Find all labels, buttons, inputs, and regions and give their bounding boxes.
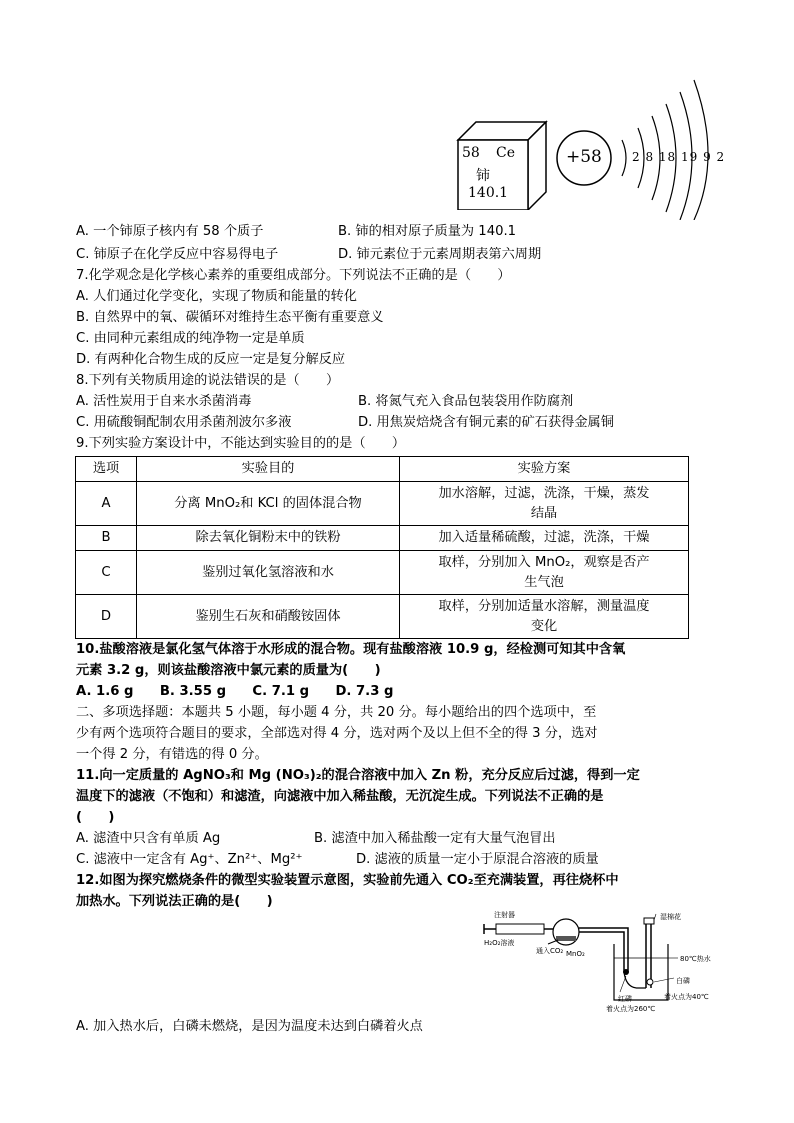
row-option: B xyxy=(76,526,137,551)
header-goal: 实验目的 xyxy=(137,457,400,482)
q12-option-a: A. 加入热水后，白磷未燃烧，是因为温度未达到白磷着火点 xyxy=(76,1019,423,1034)
element-number: 58 xyxy=(462,145,480,161)
q11-option-c: C. 滤液中一定含有 Ag⁺、Zn²⁺、Mg²⁺ xyxy=(76,852,303,867)
row-option: A xyxy=(76,482,137,526)
q6-option-d: D. 铈元素位于元素周期表第六周期 xyxy=(338,247,542,262)
row-option: C xyxy=(76,551,137,595)
row-plan xyxy=(400,482,689,526)
q10-options: A. 1.6 g B. 3.55 g C. 7.1 g D. 7.3 g xyxy=(76,684,394,699)
q8-option-a: A. 活性炭用于自来水杀菌消毒 xyxy=(76,394,252,409)
q7-option-a: A. 人们通过化学变化，实现了物质和能量的转化 xyxy=(76,289,357,304)
element-name: 铈 xyxy=(476,168,490,184)
q6-option-c: C. 铈原子在化学反应中容易得电子 xyxy=(76,247,279,262)
table-row xyxy=(76,526,689,551)
row-plan-line2: 结晶 xyxy=(530,505,558,521)
row-plan xyxy=(400,526,689,551)
table-header-row xyxy=(76,457,689,482)
q8-option-c: C. 用硫酸铜配制农用杀菌剂波尔多液 xyxy=(76,415,292,430)
q10-line1: 10.盐酸溶液是氯化氢气体溶于水形成的混合物。现有盐酸溶液 10.9 g，经检测可知其中含氧 xyxy=(76,642,626,657)
label-red-phosphorus-ignition: 着火点为260℃ xyxy=(606,1005,656,1013)
q11-option-b: B. 滤渣中加入稀盐酸一定有大量气泡冒出 xyxy=(314,831,556,846)
element-symbol: Ce xyxy=(496,145,515,161)
row-plan xyxy=(400,595,689,639)
q11-option-a: A. 滤渣中只含有单质 Ag xyxy=(76,831,221,846)
q7-option-c: C. 由同种元素组成的纯净物一定是单质 xyxy=(76,331,305,346)
q6-option-b: B. 铈的相对原子质量为 140.1 xyxy=(338,224,517,239)
q9-table xyxy=(75,456,689,639)
label-co2-inlet: 通入CO₂ xyxy=(536,947,564,955)
q10-line2: 元素 3.2 g，则该盐酸溶液中氯元素的质量为( ) xyxy=(76,663,381,678)
label-white-phosphorus-ignition: 着火点为40℃ xyxy=(664,993,709,1001)
q8-stem: 8.下列有关物质用途的说法错误的是（ ） xyxy=(76,373,340,388)
q9-stem: 9.下列实验方案设计中，不能达到实验目的的是（ ） xyxy=(76,436,406,451)
section2-line1: 二、多项选择题：本题共 5 小题，每小题 4 分，共 20 分。每小题给出的四个选项中，至 xyxy=(76,705,597,720)
q7-option-b: B. 自然界中的氧、碳循环对维持生态平衡有重要意义 xyxy=(76,310,384,325)
table-row xyxy=(76,551,689,595)
label-mno2: MnO₂ xyxy=(566,950,585,958)
q11-option-d: D. 滤液的质量一定小于原混合溶液的质量 xyxy=(356,852,599,867)
row-goal: 分离 MnO₂和 KCl 的固体混合物 xyxy=(137,482,400,526)
q7-stem: 7.化学观念是化学核心素养的重要组成部分。下列说法不正确的是（ ） xyxy=(76,268,511,283)
label-hot-water: 80℃热水 xyxy=(680,955,711,963)
table-row xyxy=(76,595,689,639)
electron-shells: 2 8 18 19 9 2 xyxy=(632,150,726,164)
section2-line3: 一个得 2 分，有错选的得 0 分。 xyxy=(76,747,268,762)
label-wet-cotton: 湿棉花 xyxy=(660,913,681,921)
row-goal: 鉴别生石灰和硝酸铵固体 xyxy=(137,595,400,639)
q11-line1: 11.向一定质量的 AgNO₃和 Mg (NO₃)₂的混合溶液中加入 Zn 粉，充分反应后过滤，得到一定 xyxy=(76,768,640,783)
header-plan: 实验方案 xyxy=(400,457,689,482)
q8-option-d: D. 用焦炭焙烧含有铜元素的矿石获得金属铜 xyxy=(358,415,614,430)
row-plan-line1: 加入适量稀硫酸，过滤，洗涤，干燥 xyxy=(438,530,650,545)
label-syringe: 注射器 xyxy=(494,911,515,919)
row-plan-line1: 加水溶解，过滤，洗涤，干燥，蒸发 xyxy=(438,485,650,501)
label-white-phosphorus: 白磷 xyxy=(676,977,690,985)
nucleus-charge: +58 xyxy=(566,147,602,167)
q8-option-b: B. 将氮气充入食品包装袋用作防腐剂 xyxy=(358,394,574,409)
q12-line1: 12.如图为探究燃烧条件的微型实验装置示意图，实验前先通入 CO₂至充满装置，再往烧杯中 xyxy=(76,873,619,888)
row-goal: 鉴别过氧化氢溶液和水 xyxy=(137,551,400,595)
q12-line2: 加热水。下列说法正确的是( ) xyxy=(76,894,273,909)
label-red-phosphorus: 红磷 xyxy=(618,995,632,1003)
element-mass: 140.1 xyxy=(468,185,509,201)
section2-line2: 少有两个选项符合题目的要求，全部选对得 4 分，选对两个及以上但不全的得 3 分，选对 xyxy=(76,726,598,741)
q11-line3: ( ) xyxy=(76,810,115,825)
row-plan-line1: 取样，分别加入 MnO₂，观察是否产 xyxy=(438,554,650,570)
table-row xyxy=(76,482,689,526)
row-plan-line2: 变化 xyxy=(530,618,558,634)
row-plan-line2: 生气泡 xyxy=(524,574,564,590)
label-h2o2-solution: H₂O₂溶液 xyxy=(484,939,515,947)
row-goal: 除去氧化铜粉末中的铁粉 xyxy=(137,526,400,551)
q7-option-d: D. 有两种化合物生成的反应一定是复分解反应 xyxy=(76,352,346,367)
q11-line2: 温度下的滤液（不饱和）和滤渣，向滤液中加入稀盐酸，无沉淀生成。下列说法不正确的是 xyxy=(76,789,604,804)
row-plan xyxy=(400,551,689,595)
header-option: 选项 xyxy=(76,457,137,482)
q6-option-a: A. 一个铈原子核内有 58 个质子 xyxy=(76,224,264,239)
atom-structure-diagram xyxy=(552,70,722,220)
row-plan-line1: 取样，分别加适量水溶解，测量温度 xyxy=(438,598,650,614)
row-option: D xyxy=(76,595,137,639)
